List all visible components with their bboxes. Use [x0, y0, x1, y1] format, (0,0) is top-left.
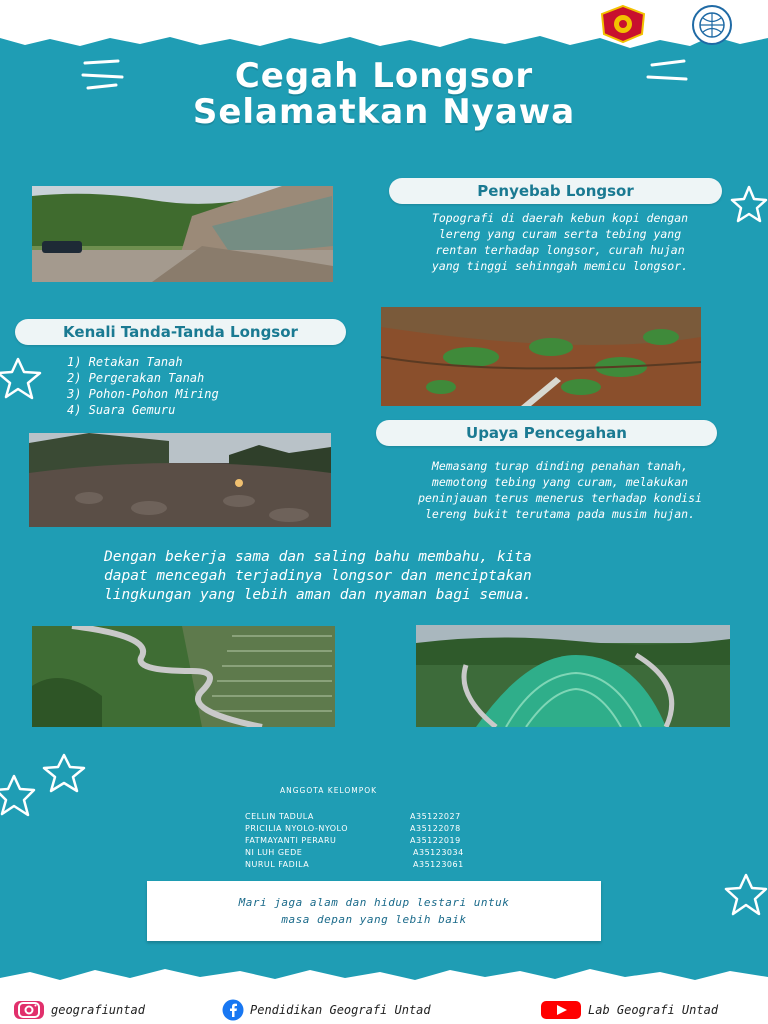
member-id: A35123061 — [413, 860, 464, 869]
list-item: 4) Suara Gemuru — [67, 403, 176, 417]
upaya-line: Memasang turap dinding penahan tanah, — [431, 459, 689, 473]
paragraph-penyebab — [360, 210, 760, 274]
member-name: FATMAYANTI PERARU — [245, 836, 337, 845]
title-line-1: Cegah Longsor — [234, 56, 534, 96]
penyebab-line: lereng yang curam serta tebing yang — [438, 227, 682, 241]
message-line-2: masa depan yang lebih baik — [281, 913, 467, 926]
university-logo — [598, 4, 648, 44]
youtube-link[interactable] — [540, 999, 718, 1021]
member-id: A35122019 — [410, 836, 461, 845]
title-line-2: Selamatkan Nyawa — [192, 92, 576, 132]
torn-paper-top — [0, 0, 768, 60]
message-line-1: Mari jaga alam dan hidup lestari untuk — [238, 896, 510, 909]
facebook-icon — [222, 999, 244, 1021]
star-icon — [0, 772, 36, 818]
photo-landslide-road — [32, 186, 333, 282]
member-id: A35122027 — [410, 812, 461, 821]
member-row — [245, 836, 495, 848]
closing-line: dapat mencegah terjadinya longsor dan menciptakan — [104, 568, 532, 584]
heading-upaya-pencegahan: Upaya Pencegahan — [376, 420, 717, 446]
list-tanda-longsor — [67, 354, 317, 418]
photo-winding-road — [32, 626, 335, 727]
list-item: 1) Retakan Tanah — [67, 355, 183, 369]
penyebab-line: rentan terhadap longsor, curah hujan — [435, 243, 685, 257]
members-heading: ANGGOTA KELOMPOK — [280, 786, 378, 795]
member-row — [245, 848, 495, 860]
closing-line: Dengan bekerja sama dan saling bahu membahu, kita — [104, 549, 532, 565]
geography-lab-logo — [676, 4, 748, 46]
member-id: A35123034 — [413, 848, 464, 857]
member-name: CELLIN TADULA — [245, 812, 314, 821]
message-note — [147, 881, 601, 941]
facebook-page: Pendidikan Geografi Untad — [250, 1003, 431, 1017]
member-name: NURUL FADILA — [245, 860, 310, 869]
penyebab-line: yang tinggi sehinngah memicu longsor. — [431, 259, 689, 273]
star-icon — [730, 184, 768, 224]
closing-line: lingkungan yang lebih aman dan nyaman bagi semua. — [104, 587, 532, 603]
heading-penyebab-longsor: Penyebab Longsor — [389, 178, 722, 204]
member-name: NI LUH GEDE — [245, 848, 303, 857]
paragraph-upaya — [355, 458, 765, 522]
youtube-channel: Lab Geografi Untad — [588, 1003, 719, 1017]
upaya-line: peninjauan terus menerus terhadap kondisi — [418, 491, 702, 505]
upaya-line: memotong tebing yang curam, melakukan — [431, 475, 689, 489]
photo-landslide-debris — [29, 433, 331, 527]
member-name: PRICILIA NYOLO-NYOLO — [245, 824, 349, 833]
upaya-line: lereng bukit terutama pada musim hujan. — [424, 507, 696, 521]
penyebab-line: Topografi di daerah kebun kopi dengan — [431, 211, 689, 225]
youtube-icon — [540, 1000, 582, 1020]
member-id: A35122078 — [410, 824, 461, 833]
list-item: 2) Pergerakan Tanah — [67, 371, 205, 385]
star-icon — [40, 752, 88, 794]
instagram-icon — [13, 1000, 45, 1020]
member-row — [245, 812, 495, 824]
member-row — [245, 824, 495, 836]
heading-tanda-longsor: Kenali Tanda-Tanda Longsor — [15, 319, 346, 345]
facebook-link[interactable] — [222, 999, 431, 1021]
star-icon — [720, 872, 768, 918]
instagram-handle: geografiuntad — [51, 1003, 145, 1017]
photo-terraced-slope — [416, 625, 730, 727]
instagram-link[interactable] — [13, 999, 145, 1021]
member-row — [245, 860, 495, 872]
star-icon — [0, 355, 46, 401]
paragraph-closing — [104, 548, 664, 605]
list-item: 3) Pohon-Pohon Miring — [67, 387, 219, 401]
photo-slope-plants — [381, 307, 701, 406]
